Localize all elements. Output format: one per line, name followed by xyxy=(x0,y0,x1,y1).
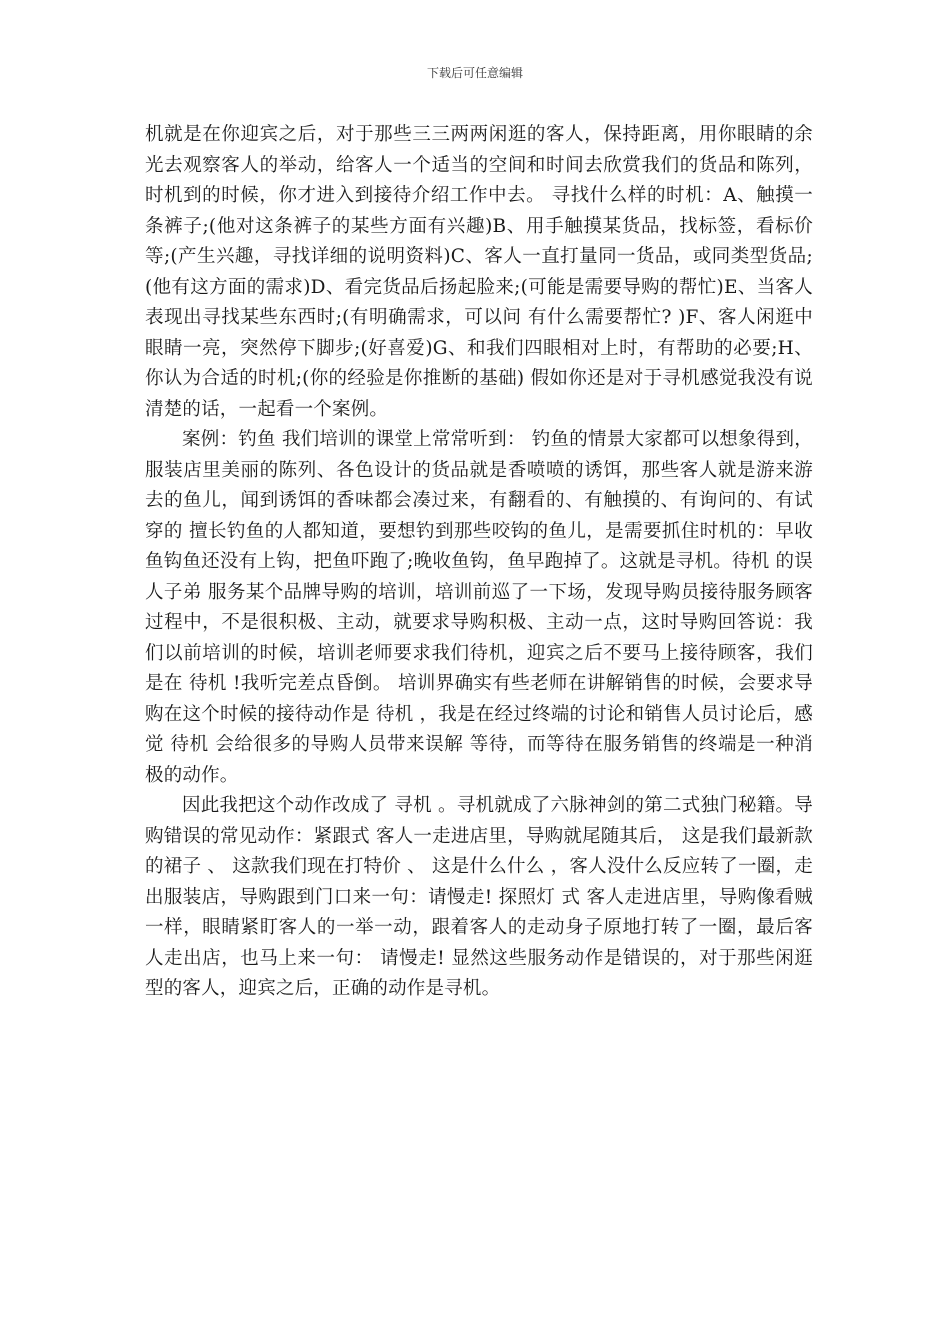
paragraph-1: 机就是在你迎宾之后，对于那些三三两两闲逛的客人，保持距离，用你眼睛的余光去观察客人的举动，给客人一个适当的空间和时间去欣赏我们的货品和陈列，时机到的时候，你才进入到接待介绍工作中去。 寻找什么样的时机：A、触摸一条裤子;(他对这条裤子的某些方面有兴趣)B、用手触摸某货品，找标签，看标价等;(产生兴趣，寻找详细的说明资料)C、客人一直打量同一货品，或同类型货品;(他有这方面的需求)D、看完货品后扬起脸来;(可能是需要导购的帮忙)E、当客人表现出寻找某些东西时;(有明确需求，可以问 有什么需要帮忙? )F、客人闲逛中眼睛一亮，突然停下脚步;(好喜爱)G、和我们四眼相对上时，有帮助的必要;H、你认为合适的时机;(你的经验是你推断的基础) 假如你还是对于寻机感觉我没有说清楚的话，一起看一个案例。 xyxy=(145,124,813,420)
paragraph-3: 因此我把这个动作改成了 寻机 。寻机就成了六脉神剑的第二式独门秘籍。导购错误的常见动作：紧跟式 客人一走进店里，导购就尾随其后， 这是我们最新款的裙子 、 这款我们现在打特价 、 这是什么什么 ，客人没什么反应转了一圈，走出服装店，导购跟到门口来一句：请慢走! 探照灯 式 客人走进店里，导购像看贼一样，眼睛紧盯客人的一举一动，跟着客人的走动身子原地打转了一圈，最后客人走出店，也马上来一句： 请慢走! 显然这些服务动作是错误的，对于那些闲逛型的客人，迎宾之后，正确的动作是寻机。 xyxy=(145,795,813,999)
document-body xyxy=(145,120,813,1005)
paragraph-2: 案例：钓鱼 我们培训的课堂上常常听到： 钓鱼的情景大家都可以想象得到，服装店里美丽的陈列、各色设计的货品就是香喷喷的诱饵，那些客人就是游来游去的鱼儿，闻到诱饵的香味都会凑过来，有翻看的、有触摸的、有询问的、有试穿的 擅长钓鱼的人都知道，要想钓到那些咬钩的鱼儿，是需要抓住时机的：早收鱼钩鱼还没有上钩，把鱼吓跑了;晚收鱼钩，鱼早跑掉了。这就是寻机。待机 的误人子弟 服务某个品牌导购的培训，培训前巡了一下场，发现导购员接待服务顾客过程中，不是很积极、主动，就要求导购积极、主动一点，这时导购回答说：我们以前培训的时候，培训老师要求我们待机，迎宾之后不要马上接待顾客，我们是在 待机 !我听完差点昏倒。 培训界确实有些老师在讲解销售的时候，会要求导购在这个时候的接待动作是 待机 ，我是在经过终端的讨论和销售人员讨论后，感觉 待机 会给很多的导购人员带来误解 等待，而等待在服务销售的终端是一种消极的动作。 xyxy=(145,429,813,786)
page-header: 下载后可任意编辑 xyxy=(426,66,523,80)
